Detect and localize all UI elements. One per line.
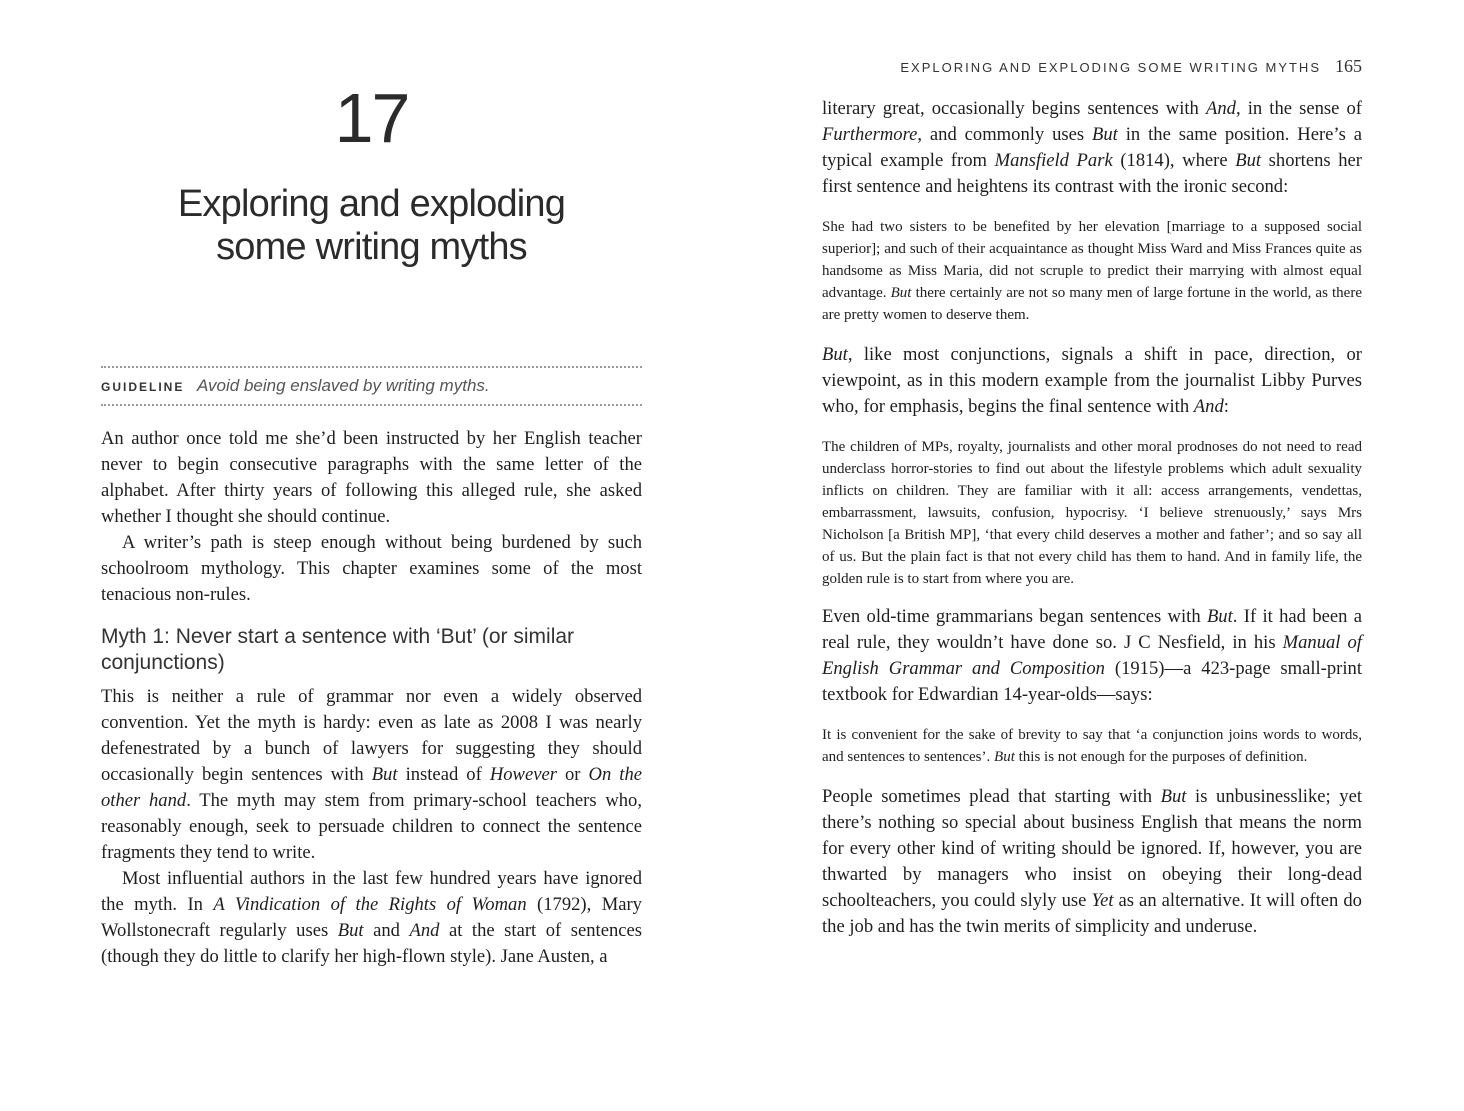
running-head (822, 56, 1362, 77)
paragraph: Even old-time grammarians began sentences with But. If it had been a real rule, they wouldn’t have done so. J C Nesfield, in his Manual of English Grammar and Composition (1915)—a 423-page small-print textbook for Edwardian 14-year-olds—says: (822, 606, 1362, 705)
paragraph: This is neither a rule of grammar nor even a widely observed convention. Yet the myth is hardy: even as late as 2008 I was nearly defenestrated by a bunch of lawyers for suggesting they should occasionally begin sentences with But instead of However or On the other hand. The myth may stem from primary-school teachers who, reasonably enough, seek to persuade children to connect the sentence fragments they tend to write. (101, 686, 642, 863)
block-quote: It is convenient for the sake of brevity to say that ‘a conjunction joins words to words, and sentences to sentences’. But this is not enough for the purposes of definition. (822, 727, 1362, 765)
paragraph: A writer’s path is steep enough without being burdened by such schoolroom mythology. This chapter examines some of the most tenacious non-rules. (101, 532, 642, 605)
chapter-title-line-2: some writing myths (216, 226, 527, 268)
block-quote: The children of MPs, royalty, journalists and other moral prodnoses do not need to read underclass horror-stories to find out about the lifestyle problems which adult sexuality inflicts on children. They are familiar with it all: access arrangements, vendettas, embarrassment, lawsuits, confusion, hypocrisy. ‘I believe strenuously,’ says Mrs Nicholson [a British MP], ‘that every child deserves a mother and father’; and so say all of us. But the plain fact is that not every child has them to hand. And in family life, the golden rule is to start from where you are. (822, 439, 1362, 587)
paragraph: An author once told me she’d been instructed by her English teacher never to begin consecutive paragraphs with the same letter of the alphabet. After thirty years of following this alleged rule, she asked whether I thought she should continue. (101, 428, 642, 527)
page-number: 165 (1335, 56, 1362, 76)
block-quote: She had two sisters to be benefited by her elevation [marriage to a supposed social superior]; and such of their acquaintance as thought Miss Ward and Miss Frances quite as handsome as Miss Maria, did not scruple to predict their marrying with almost equal advantage. But there certainly are not so many men of large fortune in the world, as there are pretty women to deserve them. (822, 219, 1362, 323)
chapter-title (101, 183, 642, 269)
myth-1-heading: Myth 1: Never start a sentence with ‘But’ (or similar conjunctions) (101, 625, 575, 674)
chapter-number: 17 (334, 79, 409, 157)
paragraph: literary great, occasionally begins sentences with And, in the sense of Furthermore, and commonly uses But in the same position. Here’s a typical example from Mansfield Park (1814), where But shortens her first sentence and heightens its contrast with the ironic second: (822, 98, 1362, 197)
chapter-title-line-1: Exploring and exploding (177, 183, 566, 225)
paragraph: Most influential authors in the last few hundred years have ignored the myth. In A Vindication of the Rights of Woman (1792), Mary Wollstonecraft regularly uses But and And at the start of sentences (though they do little to clarify her high-flown style). Jane Austen, a (101, 868, 642, 967)
guideline-text: Avoid being enslaved by writing myths. (197, 376, 490, 395)
paragraph: But, like most conjunctions, signals a shift in pace, direction, or viewpoint, as in this modern example from the journalist Libby Purves who, for emphasis, begins the final sentence with And: (822, 344, 1362, 417)
right-body (822, 96, 1362, 940)
guideline-box (101, 366, 642, 406)
paragraph: People sometimes plead that starting with But is unbusinesslike; yet there’s nothing so special about business English that means the norm for every other kind of writing should be ignored. If, however, you are thwarted by managers who insist on obeying their long-dead schoolteachers, you could slyly use Yet as an alternative. It will often do the job and has the twin merits of simplicity and underuse. (822, 786, 1362, 937)
running-head-title: EXPLORING AND EXPLODING SOME WRITING MYTHS (900, 60, 1321, 75)
left-body (101, 426, 642, 970)
guideline-label: GUIDELINE (101, 380, 185, 394)
